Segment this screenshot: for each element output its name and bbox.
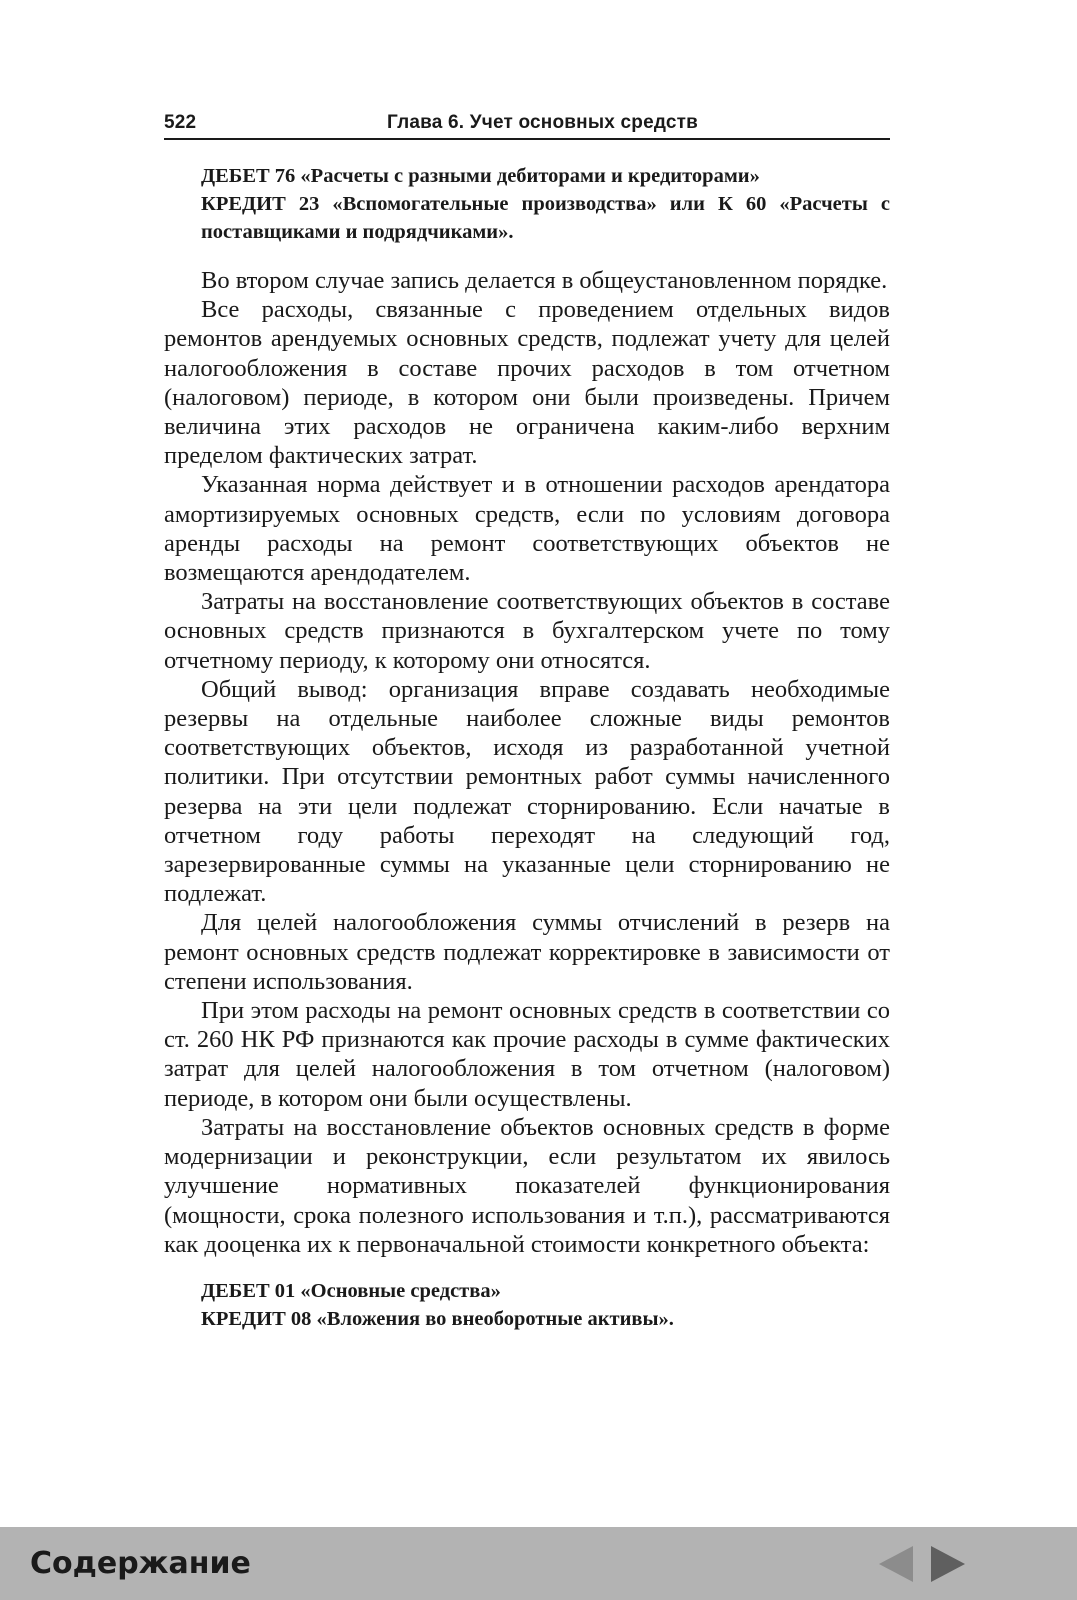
paragraph: Затраты на восстановление объектов основных средств в форме модернизации и реконструкции, если результатом их явилось улучшение нормативных показателей функционирования (мощности, срока полезного использования и т.п.), рассматриваются как дооценка их к первоначальной стоимости конкретного объекта: xyxy=(164,1113,890,1258)
running-head xyxy=(164,112,890,140)
chapter-title: Глава 6. Учет основных средств xyxy=(387,112,698,133)
paragraph: При этом расходы на ремонт основных средств в соответствии со ст. 260 НК РФ признаются как прочие расходы в сумме фактических затрат для целей налогообложения в том отчетном (налоговом) периоде, в котором они были осуществлены. xyxy=(164,997,890,1112)
paragraph: Все расходы, связанные с проведением отдельных видов ремонтов арендуемых основных средств, подлежат учету для целей налогообложения в составе прочих расходов в том отчетном (налоговом) периоде, в котором они были произведены. Причем величина этих расходов не ограничена каким-либо верхним пределом фактических затрат. xyxy=(164,296,890,470)
paragraph: Указанная норма действует и в отношении расходов арендатора амортизируемых основных средств, если по условиям договора аренды расходы на ремонт соответствующих объектов не возмещаются арендодателем. xyxy=(164,471,890,587)
paragraph: Затраты на восстановление соответствующих объектов в составе основных средств признаются в бухгалтерском учете по тому отчетному периоду, к которому они относятся. xyxy=(164,588,890,674)
paragraph: Общий вывод: организация вправе создавать необходимые резервы на отдельные наиболее сложные виды ремонтов соответствующих объектов, исходя из разработанной учетной политики. При отсутствии ремонтных работ суммы начисленного резерва на эти цели подлежат сторнированию. Если начатые в отчетном году работы переходят на следующий год, зарезервированные суммы на указанные цели сторнированию не подлежат. xyxy=(164,675,890,908)
accounting-entry-bottom xyxy=(201,1277,890,1333)
contents-link[interactable]: Содержание xyxy=(30,1546,251,1581)
page-navigation xyxy=(877,1544,967,1584)
next-page-icon[interactable] xyxy=(929,1544,967,1584)
bottom-navigation-bar xyxy=(0,1527,1077,1600)
body-text xyxy=(164,266,890,1259)
entry-debit-line: ДЕБЕТ 76 «Расчеты с разными дебиторами и кредиторами» xyxy=(201,165,760,187)
book-page xyxy=(164,112,890,1333)
page-number: 522 xyxy=(164,112,197,133)
paragraph: Для целей налогообложения суммы отчислений в резерв на ремонт основных средств подлежат корректировке в зависимости от степени использования. xyxy=(164,909,890,995)
entry-debit-line: ДЕБЕТ 01 «Основные средства» xyxy=(201,1279,501,1302)
accounting-entry-top xyxy=(201,162,890,246)
entry-credit-line: КРЕДИТ 08 «Вложения во внеоборотные активы». xyxy=(201,1307,674,1330)
prev-page-icon[interactable] xyxy=(877,1544,915,1584)
entry-credit-line: КРЕДИТ 23 «Вспомогательные производства» или К 60 «Расчеты с поставщиками и подрядчиками». xyxy=(201,193,890,243)
paragraph: Во втором случае запись делается в общеустановленном порядке. xyxy=(201,267,888,294)
